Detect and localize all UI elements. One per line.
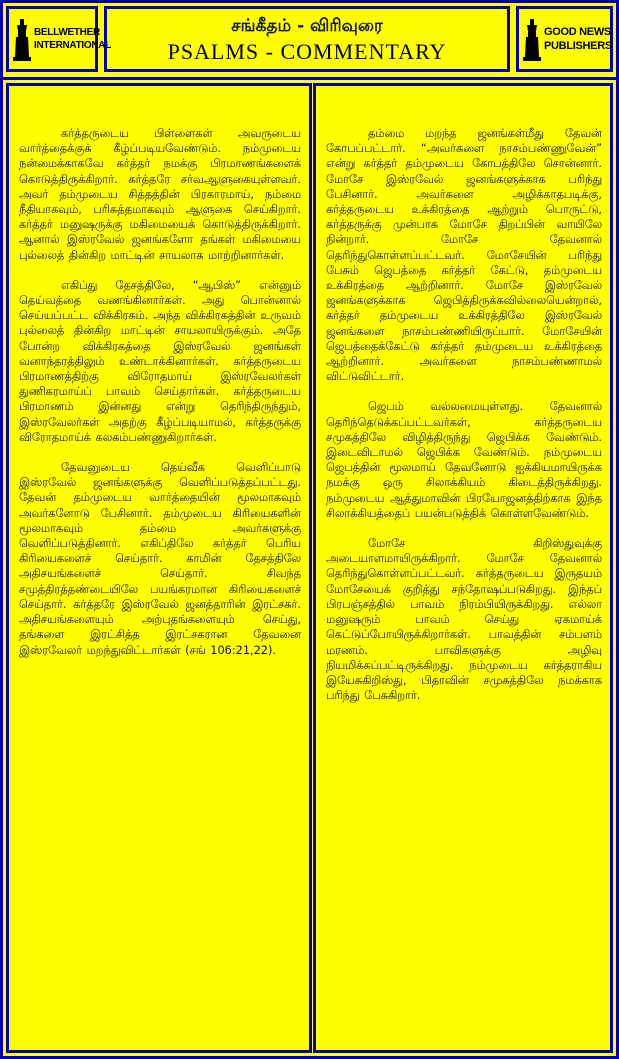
header-divider xyxy=(3,77,616,80)
title-tamil: சங்கீதம் - விரிவுரை xyxy=(231,16,383,36)
paragraph: தம்மை மறந்த ஜனங்கள்மீது தேவன் கோபப்பட்டார். “அவர்களை நாசம்பண்ணுவேன்” என்று கர்த்தர் தம்முடைய கோபத்திலே சொன்னார். மோசே இஸ்ரவேல் ஜனங்களுக்காக பரிந்து பேசினார். அவர்களை அழிக்காதபடிக்கு, கர்த்தருடைய உக்கிரத்தை ஆற்றும் பொருட்டு, கர்த்தருக்கு முன்பாக மோசே திறப்பின் வாயிலே நின்றார். மோசே தேவனால் தெரிந்துகொள்ளப்பட்டவர். மோசேயின் பரிந்து பேசும் ஜெபத்தை கர்த்தர் கேட்டு, தம்முடைய உக்கிரத்தை ஆற்றினார். மோசே இஸ்ரவேல் ஜனங்களுக்காக ஜெபித்திருக்கவில்லையென்றால், கர்த்தர் தம்முடைய உக்கிரத்திலே இஸ்ரவேல் ஜனங்களை நாசம்பண்ணியிருப்பார். மோசேயின் ஜெபத்தைக்கேட்டு கர்த்தர் தம்முடைய உக்கிரத்தை ஆற்றினார். அவர்களை நாசம்பண்ணாமல் விட்டுவிட்டார். xyxy=(326,127,602,384)
paragraph: எகிப்து தேசத்திலே, “ஆபிஸ்” என்னும் தெய்வத்தை வணங்கினார்கள். அது பொன்னால் செய்யப்பட்ட விக்கிரகம். அந்த விக்கிரகத்தின் உருவம் புல்லைத் தின்கிற மாட்டின் சாயலாயிருக்கும். அதே போன்ற விக்கிரகத்தை இஸ்ரவேல் ஜனங்கள் வனாந்தரத்திலும் உண்டாக்கினார்கள். கர்த்தருடைய பிரமாணத்திற்கு விரோதமாய் இஸ்ரவேலர்கள் துணிகரமாய்ப் பாவம் செய்தார்கள். கர்த்தருடைய பிரமாணம் இன்னது என்று தெரிந்திருந்தும், இஸ்ரவேலர்கள் அதற்கு கீழ்ப்படியாமல், கர்த்தருக்கு விரோதமாய்க் கலகம்பண்ணுகிறார்கள். xyxy=(19,278,301,444)
good-news-line2: PUBLISHERS xyxy=(544,40,612,52)
paragraph: தேவனுடைய தெய்வீக வெளிப்பாடு இஸ்ரவேல் ஜனங்களுக்கு வெளிப்படுத்தப்பட்டது. தேவன் தம்முடைய வார்த்தையின் மூலமாகவும் அவர்களோடு பேசினார். தம்முடைய கிரியைகளின் மூலமாகவும் தம்மை அவர்களுக்கு வெளிப்படுத்தினார். எகிப்திலே கர்த்தர் பெரிய கிரியைகளைச் செய்தார். காமின் தேசத்திலே அதிசயங்களைச் செய்தார். சிவந்த சமுத்திரத்தண்டையிலே பயங்கரமான கிரியைகளைச் செய்தார். கர்த்தரே இஸ்ரவேல் ஜனத்தாரின் இரட்சகர். அதிசயங்களையும் அற்புதங்களையும் செய்து, தங்களை இரட்சித்த இரட்சகரான தேவனை இஸ்ரவேலர் மறந்துவிட்டார்கள் (சங் 106:21,22). xyxy=(19,461,301,657)
paragraph: ஜெபம் வல்லமையுள்ளது. தேவனால் தெரிந்தெடுக்கப்பட்டவர்கள், கர்த்தருடைய சமுகத்திலே விழித்திருந்து ஜெபிக்க வேண்டும். இடைவிடாமல் ஜெபிக்க வேண்டும். நம்முடைய ஜெபத்தின் மூலமாய் தேவனோடு ஐக்கியமாயிருக்க நமக்கு ஒரு சிலாக்கியம் கிடைத்திருக்கிறது. நம்முடைய ஆத்துமாவின் பிரயோஜனத்திற்காக இந்த சிலாக்கியத்தைப் பயன்படுத்திக் கொள்ளவேண்டும். xyxy=(326,400,602,520)
good-news-tower-icon xyxy=(523,17,541,61)
header xyxy=(3,3,616,76)
paragraph: கர்த்தருடைய பிள்ளைகள் அவருடைய வார்த்தைக்குக் கீழ்ப்படியவேண்டும். நம்முடைய நன்மைக்காகவே கர்த்தர் நமக்கு பிரமாணங்களைக் கொடுத்திருக்கிறார். கர்த்தரே சர்வஆளுகையுள்ளவர். அவர் தம்முடைய சித்தத்தின் பிரகாரமாய், நம்மை நீதியாகவும், பரிசுத்தமாகவும் ஆளுகை செய்கிறார். கர்த்தர் மனுஷருக்கு மகிமையைக் கொடுத்திருக்கிறார். ஆனால் இஸ்ரவேல் ஜனங்களோ தங்கள் மகிமையை புல்லைத் தின்கிற மாட்டின் சாயலாக மாற்றினார்கள். xyxy=(19,127,301,262)
good-news-logo xyxy=(516,6,613,72)
right-column xyxy=(313,83,613,1053)
bellwether-line1: BELLWETHER xyxy=(34,27,100,38)
title-english: PSALMS - COMMENTARY xyxy=(167,39,447,64)
paragraph: மோசே கிறிஸ்துவுக்கு அடையாளமாயிருக்கிறார். மோசே தேவனால் தெரிந்துகொள்ளப்பட்டவர். கர்த்தருடைய இருதயம் மோசேயைக் குறித்து சந்தோஷப்படுகிறது. இந்தப் பிரபஞ்சத்தில் பாவம் நிரம்பியிருக்கிறது. எல்லா மனுஷரும் பாவம் செய்து ஏகமாய்க் கெட்டுப்போயிருக்கிறார்கள். பாவத்தின் சம்பளம் மரணம். பாவிகளுக்கு அழிவு நியமிக்கப்பட்டிருக்கிறது. நம்முடைய கர்த்தராகிய இயேசுகிறிஸ்து, பிதாவின் சமுகத்திலே நமக்காக பரிந்து பேசுகிறார். xyxy=(326,537,602,703)
left-column xyxy=(6,83,312,1053)
good-news-line1: GOOD NEWS xyxy=(544,26,611,38)
title-box xyxy=(104,6,510,72)
bellwether-tower-icon xyxy=(13,17,31,61)
bellwether-logo xyxy=(6,6,112,72)
bellwether-line2: INTERNATIONAL xyxy=(34,40,112,51)
